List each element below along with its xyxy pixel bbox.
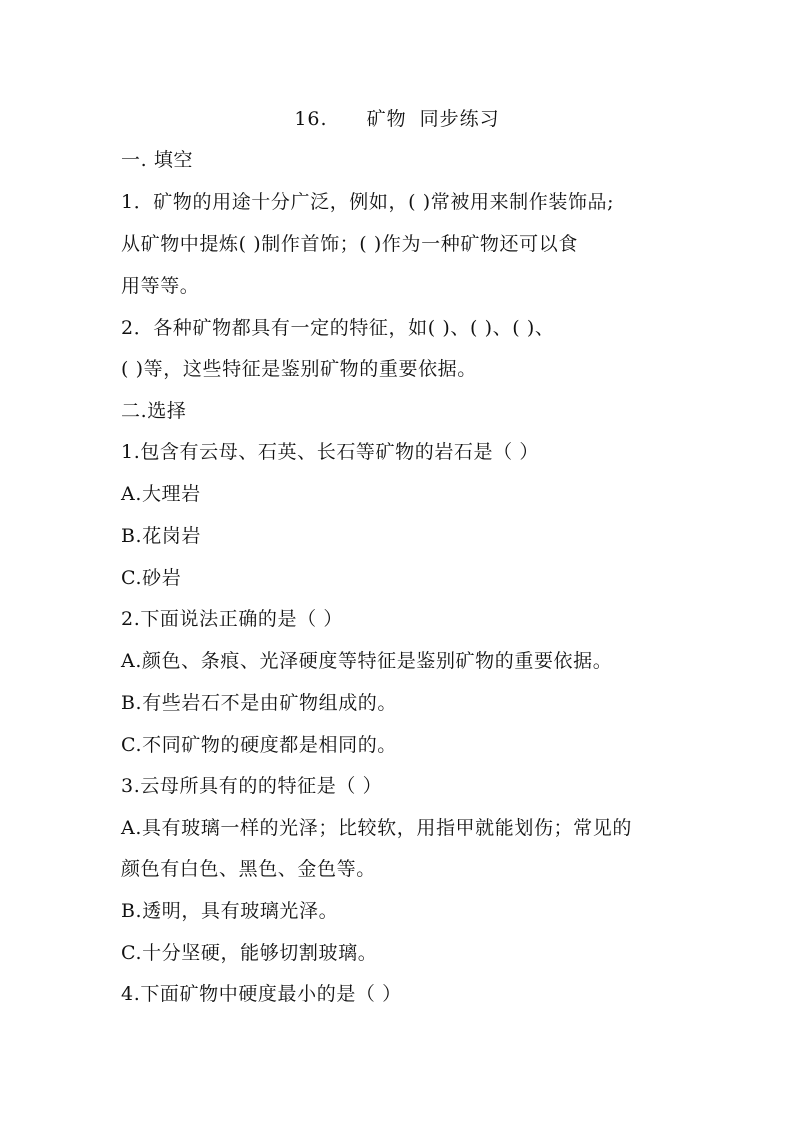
choice-question-3-option-a-line-1: A.具有玻璃一样的光泽；比较软，用指甲就能划伤；常见的 [121,817,632,839]
choice-question-2-option-b: B.有些岩石不是由矿物组成的。 [121,692,398,714]
section-heading-choice: 二.选择 [121,400,187,422]
choice-question-3-option-a-line-2: 颜色有白色、黑色、金色等。 [121,858,376,880]
choice-question-2-option-a: A.颜色、条痕、光泽硬度等特征是鉴别矿物的重要依据。 [121,650,613,672]
choice-question-1-option-a: A.大理岩 [121,483,201,505]
choice-question-3-option-c: C.十分坚硬，能够切割玻璃。 [121,942,378,964]
fill-question-1-line-2: 从矿物中提炼( )制作首饰；( )作为一种矿物还可以食 [121,233,578,255]
choice-question-1-stem: 1.包含有云母、石英、长石等矿物的岩石是（ ） [121,441,539,463]
fill-question-2-line-1: 2．各种矿物都具有一定的特征，如( )、( )、( )、 [121,317,555,339]
fill-question-1-line-3: 用等等。 [121,275,200,297]
choice-question-3-option-b: B.透明，具有玻璃光泽。 [121,900,339,922]
choice-question-1-option-b: B.花岗岩 [121,525,202,547]
page-title: 16. 矿物 同步练习 [294,108,500,130]
section-heading-fill-in: 一. 填空 [121,149,194,171]
choice-question-4-stem: 4.下面矿物中硬度最小的是（ ） [121,983,402,1005]
fill-question-1-line-1: 1．矿物的用途十分广泛，例如，( )常被用来制作装饰品; [121,191,615,213]
choice-question-1-option-c: C.砂岩 [121,567,182,589]
fill-question-2-line-2: ( )等，这些特征是鉴别矿物的重要依据。 [121,358,477,380]
choice-question-2-stem: 2.下面说法正确的是（ ） [121,608,343,630]
choice-question-2-option-c: C.不同矿物的硬度都是相同的。 [121,734,397,756]
choice-question-3-stem: 3.云母所具有的的特征是（ ） [121,775,383,797]
